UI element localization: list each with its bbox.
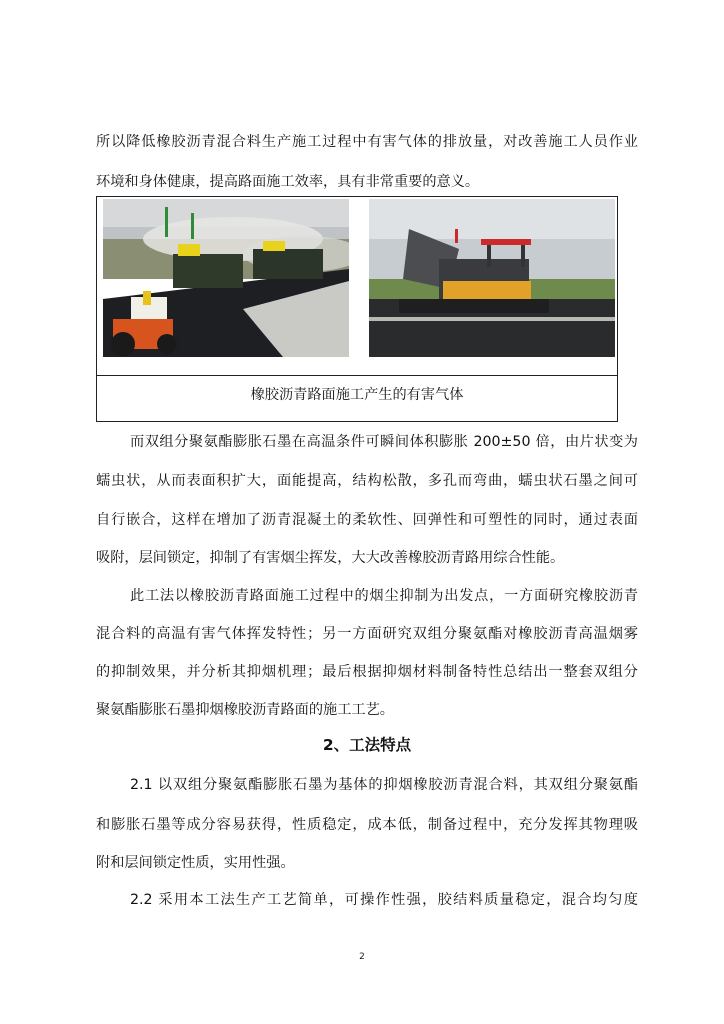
paragraph-line: 吸附，层间锁定，抑制了有害烟尘挥发，大大改善橡胶沥青路用综合性能。 xyxy=(96,550,565,566)
paving-machines-photo xyxy=(103,199,349,357)
paragraph-line: 和膨胀石墨等成分容易获得，性质稳定，成本低，制备过程中，充分发挥其物理吸 xyxy=(96,817,638,833)
paragraph-line: 混合料的高温有害气体挥发特性；另一方面研究双组分聚氨酯对橡胶沥青高温烟雾 xyxy=(96,626,638,642)
figure-caption: 橡胶沥青路面施工产生的有害气体 xyxy=(250,387,464,403)
paragraph-line: 而双组分聚氨酯膨胀石墨在高温条件可瞬间体积膨胀 200±50 倍，由片状变为 xyxy=(130,434,638,450)
page-number: 2 xyxy=(359,952,365,962)
paragraph-line: 所以降低橡胶沥青混合料生产施工过程中有害气体的排放量，对改善施工人员作业 xyxy=(96,134,638,150)
figure-table xyxy=(96,196,618,422)
paragraph-line: 2.2 采用本工法生产工艺简单，可操作性强，胶结料质量稳定，混合均匀度 xyxy=(130,892,638,908)
paragraph-line: 聚氨酯膨胀石墨抑烟橡胶沥青路面的施工工艺。 xyxy=(96,702,394,718)
paragraph-line: 自行嵌合，这样在增加了沥青混凝土的柔软性、回弹性和可塑性的同时，通过表面 xyxy=(96,512,638,528)
asphalt-paver-photo xyxy=(369,199,615,357)
paragraph-line: 蠕虫状，从而表面积扩大，面能提高，结构松散，多孔而弯曲，蠕虫状石墨之间可 xyxy=(96,473,638,489)
paragraph-line: 2.1 以双组分聚氨酯膨胀石墨为基体的抑烟橡胶沥青混合料，其双组分聚氨酯 xyxy=(130,777,638,793)
paragraph-line: 附和层间锁定性质，实用性强。 xyxy=(96,855,295,871)
paragraph-line: 此工法以橡胶沥青路面施工过程中的烟尘抑制为出发点，一方面研究橡胶沥青 xyxy=(130,588,638,604)
section-heading: 2、工法特点 xyxy=(322,736,412,754)
paragraph-line: 的抑制效果，并分析其抑烟机理；最后根据抑烟材料制备特性总结出一整套双组分 xyxy=(96,664,638,680)
figure-divider xyxy=(97,375,617,376)
paragraph-line: 环境和身体健康，提高路面施工效率，具有非常重要的意义。 xyxy=(96,174,480,190)
